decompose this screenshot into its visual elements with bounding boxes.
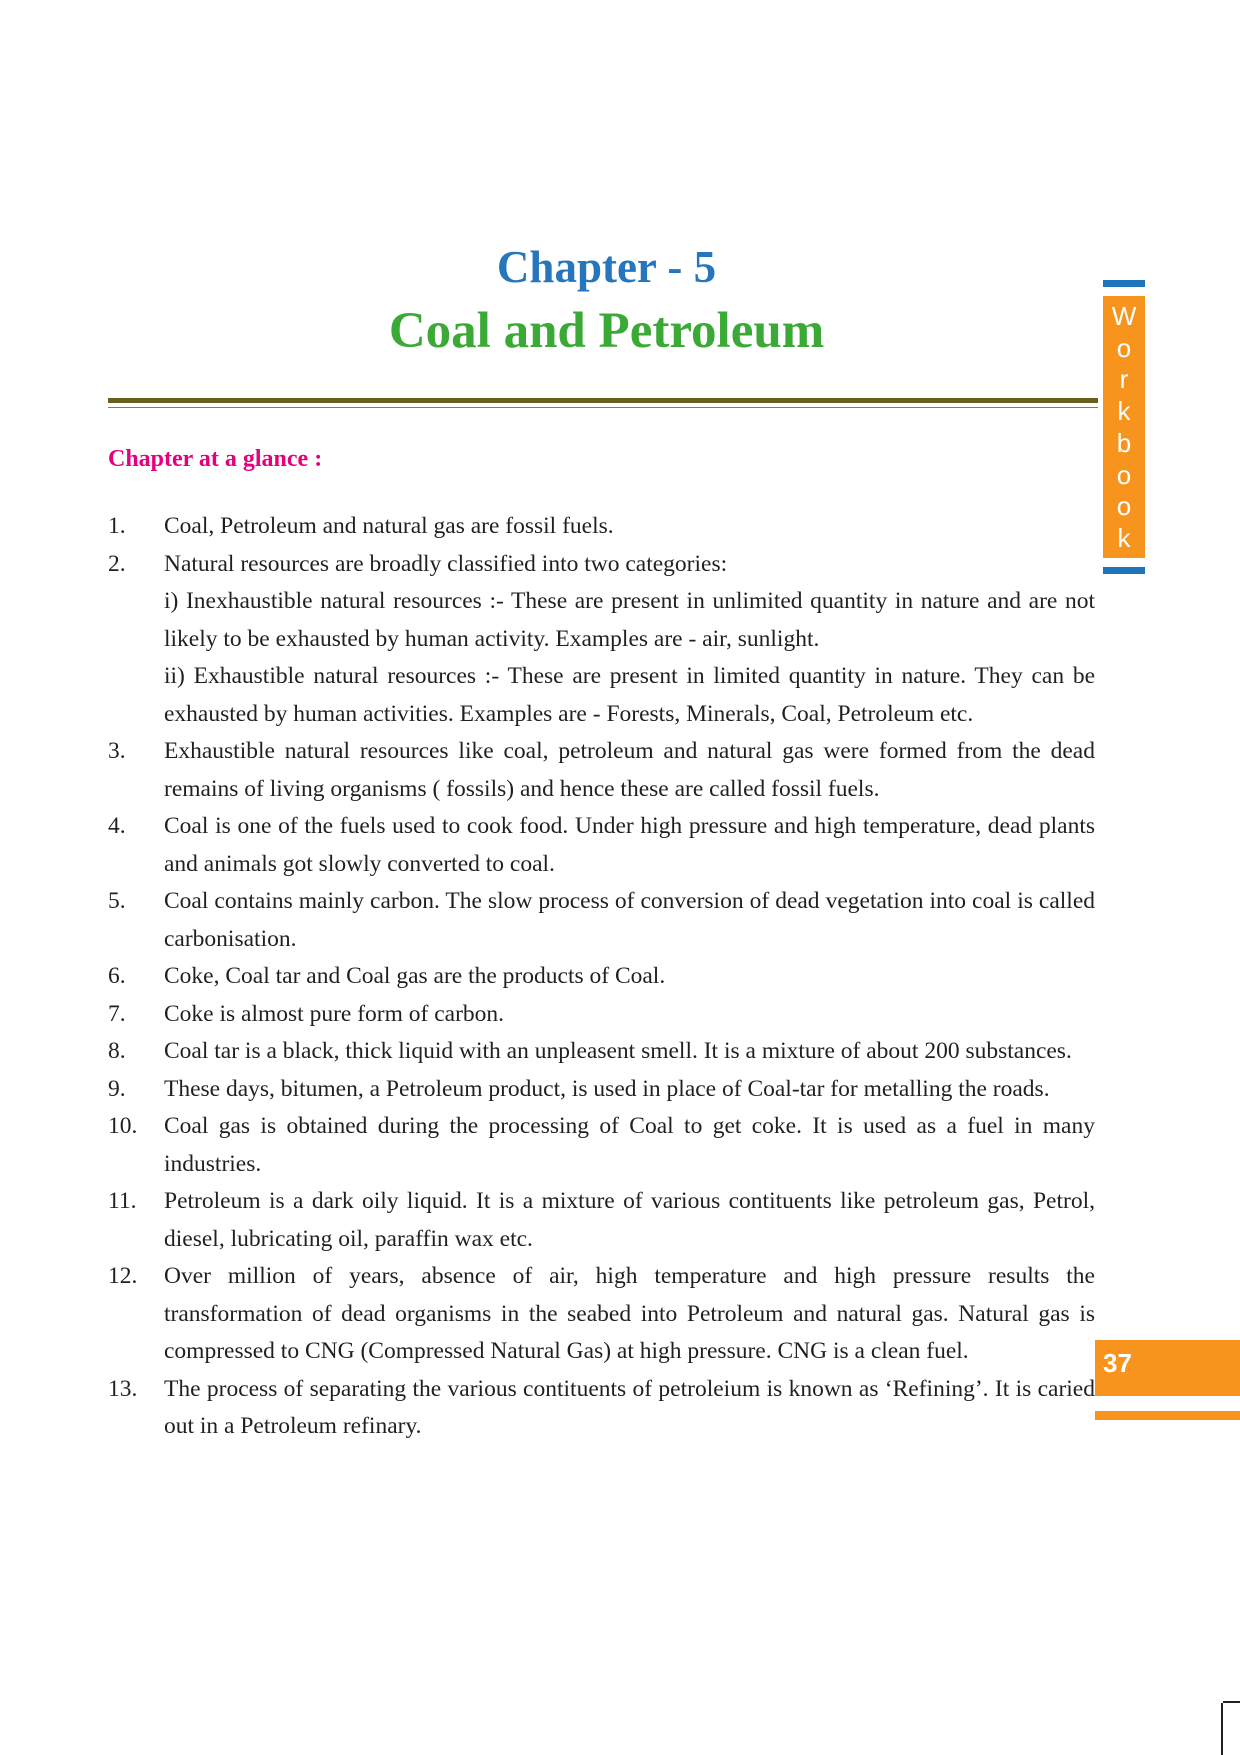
point-number: 1.	[108, 513, 126, 539]
point-text: The process of separating the various contituents of petroleium is known as ‘Refining’. It is caried out in a Petroleum refinary.	[164, 1375, 1095, 1439]
point-text: These days, bitumen, a Petroleum product, is used in place of Coal-tar for metalling the roads.	[164, 1075, 1050, 1102]
header-rule-thin	[108, 407, 1098, 408]
point-number: 13.	[108, 1375, 138, 1402]
side-tab-letter: r	[1119, 364, 1129, 395]
side-tab-letter: W	[1111, 300, 1137, 331]
point-number: 11.	[108, 1188, 137, 1214]
page-number-underline	[1095, 1411, 1240, 1420]
side-tab-letter: o	[1116, 332, 1132, 363]
point-number: 8.	[108, 1038, 126, 1064]
summary-point	[108, 1071, 1095, 1109]
point-number: 3.	[108, 738, 126, 764]
point-number: 5.	[108, 888, 126, 914]
summary-point	[108, 958, 1095, 996]
section-heading: Chapter at a glance :	[108, 446, 323, 472]
summary-point	[108, 1371, 1095, 1446]
point-text: Coal contains mainly carbon. The slow process of conversion of dead vegetation into coal is called carbonisation.	[164, 888, 1095, 952]
side-tab-letter: k	[1117, 396, 1131, 427]
point-text: Coal is one of the fuels used to cook food. Under high pressure and high temperature, dead plants and animals got slowly converted to coal.	[164, 813, 1095, 877]
point-text: Coal tar is a black, thick liquid with an unpleasent smell. It is a mixture of about 200 substances.	[164, 1038, 1072, 1064]
point-text: Coke is almost pure form of carbon.	[164, 1000, 505, 1027]
summary-point	[108, 883, 1095, 958]
point-text: Coal, Petroleum and natural gas are fossil fuels.	[164, 513, 614, 539]
point-subitem: i) Inexhaustible natural resources :- These are present in unlimited quantity in nature and are not likely to be exhausted by human activity. Examples are - air, sunlight.	[164, 588, 1095, 652]
point-text: Coal gas is obtained during the processing of Coal to get coke. It is used as a fuel in many industries.	[164, 1113, 1095, 1177]
point-text: Petroleum is a dark oily liquid. It is a mixture of various contituents like petroleum gas, Petrol, diesel, lubricating oil, paraffin wax etc.	[164, 1188, 1095, 1252]
crop-mark	[1221, 1703, 1223, 1755]
point-number: 9.	[108, 1075, 126, 1102]
summary-point	[108, 996, 1095, 1034]
page-number-badge: 37	[1095, 1340, 1240, 1396]
side-tab-letter: o	[1116, 459, 1132, 490]
point-text: Natural resources are broadly classified into two categories:	[164, 550, 728, 577]
side-tab-letter: k	[1117, 523, 1131, 554]
workbook-side-tab	[1103, 296, 1145, 558]
summary-points-list	[108, 508, 1095, 1446]
point-text: Exhaustible natural resources like coal, petroleum and natural gas were formed from the dead remains of living organisms ( fossils) and hence these are called fossil fuels.	[164, 738, 1095, 802]
point-text: Coke, Coal tar and Coal gas are the products of Coal.	[164, 963, 666, 989]
summary-point	[108, 508, 1095, 546]
crop-mark	[1223, 1701, 1240, 1703]
chapter-title: Coal and Petroleum	[388, 303, 825, 359]
point-number: 7.	[108, 1000, 126, 1027]
summary-point	[108, 1183, 1095, 1258]
chapter-number: Chapter - 5	[496, 242, 717, 292]
point-text: Over million of years, absence of air, high temperature and high pressure results the transformation of dead organisms in the seabed into Petroleum and natural gas. Natural gas is compressed to CNG (Compressed Natural Gas) at high pressure. CNG is a clean fuel.	[164, 1263, 1095, 1364]
point-subitem: ii) Exhaustible natural resources :- These are present in limited quantity in nature. They can be exhausted by human activities. Examples are - Forests, Minerals, Coal, Petroleum etc.	[164, 663, 1095, 727]
header-rule-thick	[108, 398, 1098, 403]
side-tab-letters	[1103, 296, 1145, 558]
summary-point	[108, 1258, 1095, 1371]
side-tab-letter: b	[1116, 427, 1132, 458]
side-tab-top-bar	[1103, 280, 1145, 287]
point-number: 10.	[108, 1113, 138, 1139]
side-tab-bottom-bar	[1103, 567, 1145, 574]
summary-point	[108, 1033, 1095, 1071]
summary-point	[108, 808, 1095, 883]
point-number: 6.	[108, 963, 126, 989]
point-number: 4.	[108, 813, 126, 839]
summary-point	[108, 1108, 1095, 1183]
point-number: 12.	[108, 1263, 138, 1289]
point-number: 2.	[108, 550, 126, 577]
summary-point	[108, 733, 1095, 808]
summary-point	[108, 546, 1095, 734]
side-tab-letter: o	[1116, 491, 1132, 522]
